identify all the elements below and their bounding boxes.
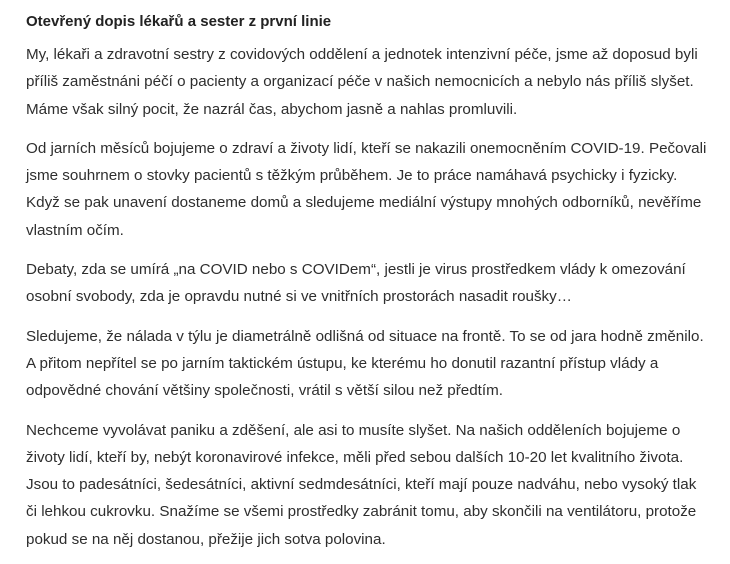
article-title: Otevřený dopis lékařů a sester z první linie — [26, 13, 332, 30]
paragraph-1: My, lékaři a zdravotní sestry z covidových oddělení a jednotek intenzivní péče, jsme až doposud byli příliš zaměstnáni péčí o pacienty a organizací péče v našich nemocnicích a nebylo nás příliš slyšet. Máme však silný pocit, že nazrál čas, abychom jasně a nahlas promluvili. — [26, 46, 698, 118]
paragraph-5: Nechceme vyvolávat paniku a zděšení, ale asi to musíte slyšet. Na našich odděleních bojujeme o životy lidí, kteří by, nebýt koronavirové infekce, měli před sebou dalších 10-20 let kvalitního života. Jsou to padesátníci, šedesátníci, aktivní sedmdesátníci, kteří mají pouze nadváhu, nebo vysoký tlak či lehkou cukrovku. Snažíme se všemi prostředky zabránit tomu, aby skončili na ventilátoru, protože pokud se na něj dostanou, přežije jich sotva polovina. — [26, 421, 697, 548]
paragraph-4: Sledujeme, že nálada v týlu je diametrálně odlišná od situace na frontě. To se od jara hodně změnilo. A přitom nepřítel se po jarním taktickém ústupu, ke kterému ho donutil razantní přístup vlády a odpovědné chování většiny společnosti, vrátil s větší silou než předtím. — [26, 327, 704, 400]
paragraph-3: Debaty, zda se umírá „na COVID nebo s COVIDem“, jestli je virus prostředkem vlády k omezování osobní svobody, zda je opravdu nutné si ve vnitřních prostorách nasadit roušky… — [26, 261, 686, 306]
paragraph-2: Od jarních měsíců bojujeme o zdraví a životy lidí, kteří se nakazili onemocněním COVID-19. Pečovali jsme souhrnem o stovky pacientů s těžkým průběhem. Je to práce namáhavá psychicky i fyzicky. Když se pak unavení dostaneme domů a sledujeme mediální výstupy mnohých odborníků, nevěříme vlastním očím. — [26, 139, 707, 239]
